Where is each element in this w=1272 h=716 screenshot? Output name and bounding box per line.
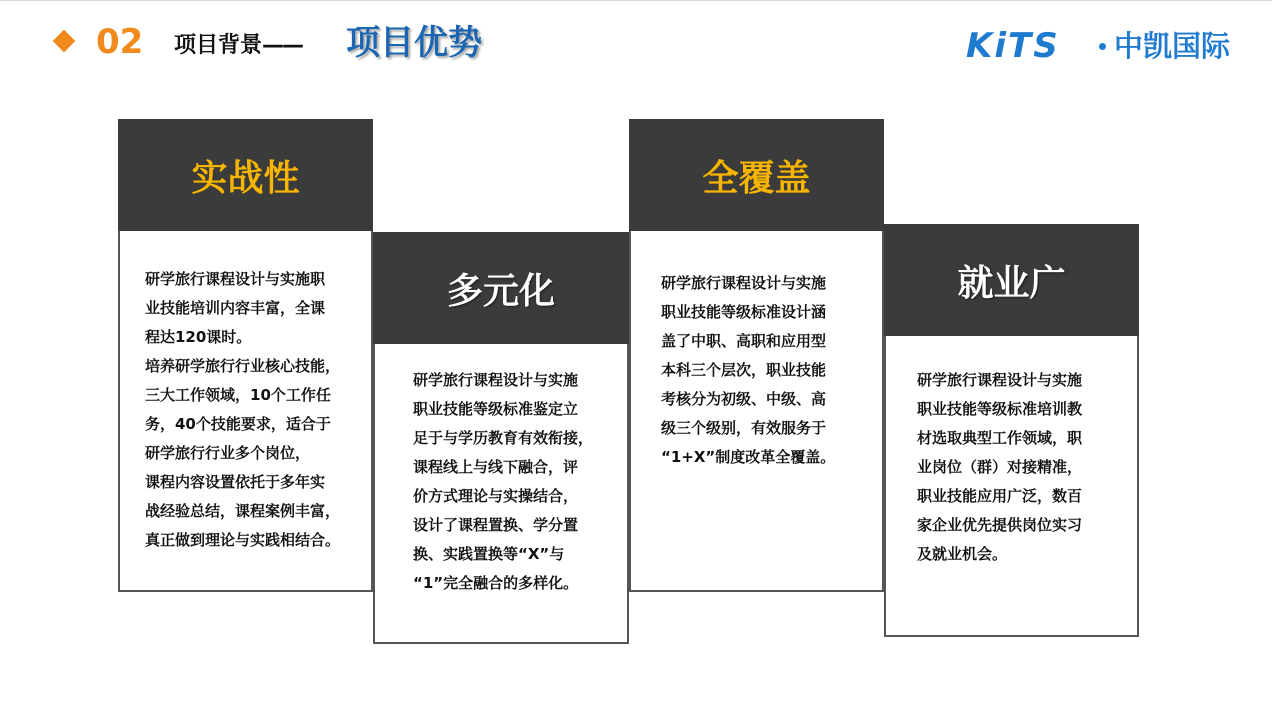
card-title: 多元化 bbox=[373, 232, 629, 344]
card-title: 就业广 bbox=[884, 224, 1139, 336]
card-full-coverage bbox=[629, 119, 884, 592]
card-body bbox=[373, 344, 629, 644]
logo-brand: KiTS bbox=[966, 26, 1060, 66]
card-title: 实战性 bbox=[118, 119, 373, 231]
card-description: 研学旅行课程设计与实施 职业技能等级标准培训教 材选取典型工作领域，职 业岗位（群）对接精准， 职业技能应用广泛，数百 家企业优先提供岗位实习 及就业机会。 bbox=[917, 371, 1083, 563]
logo-name-cn: 中凯国际 bbox=[1114, 29, 1231, 63]
logo-dot-icon bbox=[1099, 43, 1106, 50]
section-number: 02 bbox=[96, 22, 144, 62]
card-body bbox=[629, 231, 884, 592]
section-title: 项目背景 bbox=[174, 33, 263, 58]
card-title: 全覆盖 bbox=[629, 119, 884, 231]
page-title-highlight: 项目优势 bbox=[346, 23, 482, 63]
card-description: 研学旅行课程设计与实施 职业技能等级标准鉴定立 足于与学历教育有效衔接， 课程线上与线下融合，评 价方式理论与实操结合， 设计了课程置换、学分置 换、实践置换等“X”与 “1”完全融合的多样化。 bbox=[413, 371, 594, 592]
card-body bbox=[884, 336, 1139, 637]
card-diversified bbox=[373, 232, 629, 644]
card-description: 研学旅行课程设计与实施职 业技能培训内容丰富，全课 程达120课时。 培养研学旅行行业核心技能， 三大工作领域，10个工作任 务，40个技能要求，适合于 研学旅行行业多个岗位， 课程内容设置依托于多年实 战经验总结，课程案例丰富， 真正做到理论与实践相结合。 bbox=[145, 270, 341, 549]
title-separator: —— bbox=[262, 33, 302, 58]
card-description: 研学旅行课程设计与实施 职业技能等级标准设计涵 盖了中职、高职和应用型 本科三个层次，职业技能 考核分为初级、中级、高 级三个级别，有效服务于 “1+X”制度改革全覆盖。 bbox=[661, 274, 836, 466]
card-body bbox=[118, 231, 373, 592]
page-header bbox=[0, 0, 1272, 80]
diamond-bullet-icon bbox=[53, 30, 76, 53]
card-wide-employment bbox=[884, 224, 1139, 637]
card-practical bbox=[118, 119, 373, 592]
